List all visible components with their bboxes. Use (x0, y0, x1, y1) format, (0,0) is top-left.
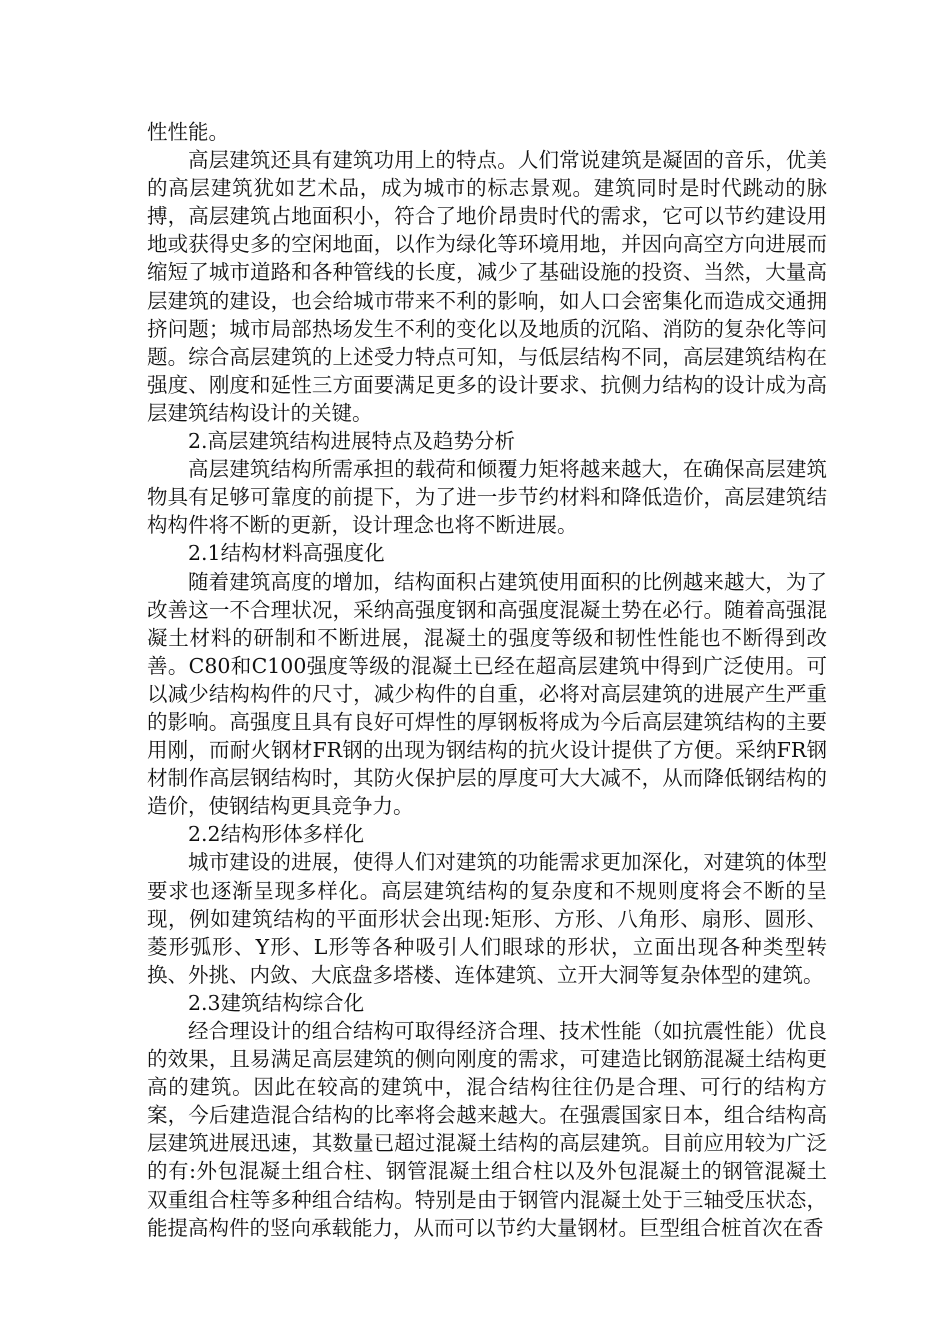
section-heading-2-3: 2.3建筑结构综合化 (188, 990, 365, 1015)
section-heading-2-1: 2.1结构材料高强度化 (188, 541, 385, 566)
section-heading-2: 2.高层建筑结构进展特点及趋势分析 (188, 429, 516, 454)
paragraph-composite-structures: 经合理设计的组合结构可取得经济合理、技术性能（如抗震性能）优良的效果，且易满足高层建筑的侧向刚度的需求，可建造比钢筋混凝土结构更高的建筑。因此在较高的建筑中，混合结构往往仍是合理、可行的结构方案，今后建造混合结构的比率将会越来越大。在强震国家日本，组合结构高层建筑进展迅速，其数量已超过混凝土结构的高层建筑。目前应用较为广泛的有:外包混凝土组合柱、钢管混凝土组合柱以及外包混凝土的钢管混凝土双重组合柱等多种组合结构。特别是由于钢管内混凝土处于三轴受压状态，能提高构件的竖向承载能力，从而可以节约大量钢材。巨型组合桩首次在香 (147, 1019, 827, 1240)
paragraph-building-function: 高层建筑还具有建筑功用上的特点。人们常说建筑是凝固的音乐，优美的高层建筑犹如艺术品，成为城市的标志景观。建筑同时是时代跳动的脉搏，高层建筑占地面积小，符合了地价昂贵时代的需求，它可以节约建设用地或获得史多的空闲地面，以作为绿化等环境用地，并因向高空方向进展而缩短了城市道路和各种管线的长度，减少了基础设施的投资、当然，大量高层建筑的建设，也会给城市带来不利的影响，如人口会密集化而造成交通拥挤问题；城市局部热场发生不利的变化以及地质的沉陷、消防的复杂化等问题。综合高层建筑的上述受力特点可知，与低层结构不同，高层建筑结构在强度、刚度和延性三方面要满足更多的设计要求、抗侧力结构的设计成为高层建筑结构设计的关键。 (147, 148, 827, 425)
paragraph-continuation: 性性能。 (147, 120, 229, 144)
paragraph-section-2-intro: 高层建筑结构所需承担的载荷和倾覆力矩将越来越大，在确保高层建筑物具有足够可靠度的前提下，为了进一步节约材料和降低造价，高层建筑结构构件将不断的更新，设计理念也将不断进展。 (147, 457, 827, 538)
paragraph-high-strength-materials: 随着建筑高度的增加，结构面积占建筑使用面积的比例越来越大，为了改善这一不合理状况，采纳高强度钢和高强度混凝土势在必行。随着高强混凝土材料的研制和不断进展，混凝土的强度等级和韧性性能也不断得到改善。C80和C100强度等级的混凝土已经在超高层建筑中得到广泛使用。可以减少结构构件的尺寸，减少构件的自重，必将对高层建筑的进展产生严重的影响。高强度且具有良好可焊性的厚钢板将成为今后高层建筑结构的主要用刚，而耐火钢材FR钢的出现为钢结构的抗火设计提供了方便。采纳FR钢材制作高层钢结构时，其防火保护层的厚度可大大减不，从而降低钢结构的造价，使钢结构更具竞争力。 (147, 569, 827, 819)
paragraph-diverse-forms: 城市建设的进展，使得人们对建筑的功能需求更加深化，对建筑的体型要求也逐渐呈现多样化。高层建筑结构的复杂度和不规则度将会不断的呈现，例如建筑结构的平面形状会出现:矩形、方形、八角形、扇形、圆形、菱形弧形、Y形、L形等各种吸引人们眼球的形状，立面出现各种类型转换、外挑、内敛、大底盘多塔楼、连体建筑、立开大洞等复杂体型的建筑。 (147, 850, 827, 987)
document-body (147, 118, 827, 1242)
section-heading-2-2: 2.2结构形体多样化 (188, 822, 365, 847)
